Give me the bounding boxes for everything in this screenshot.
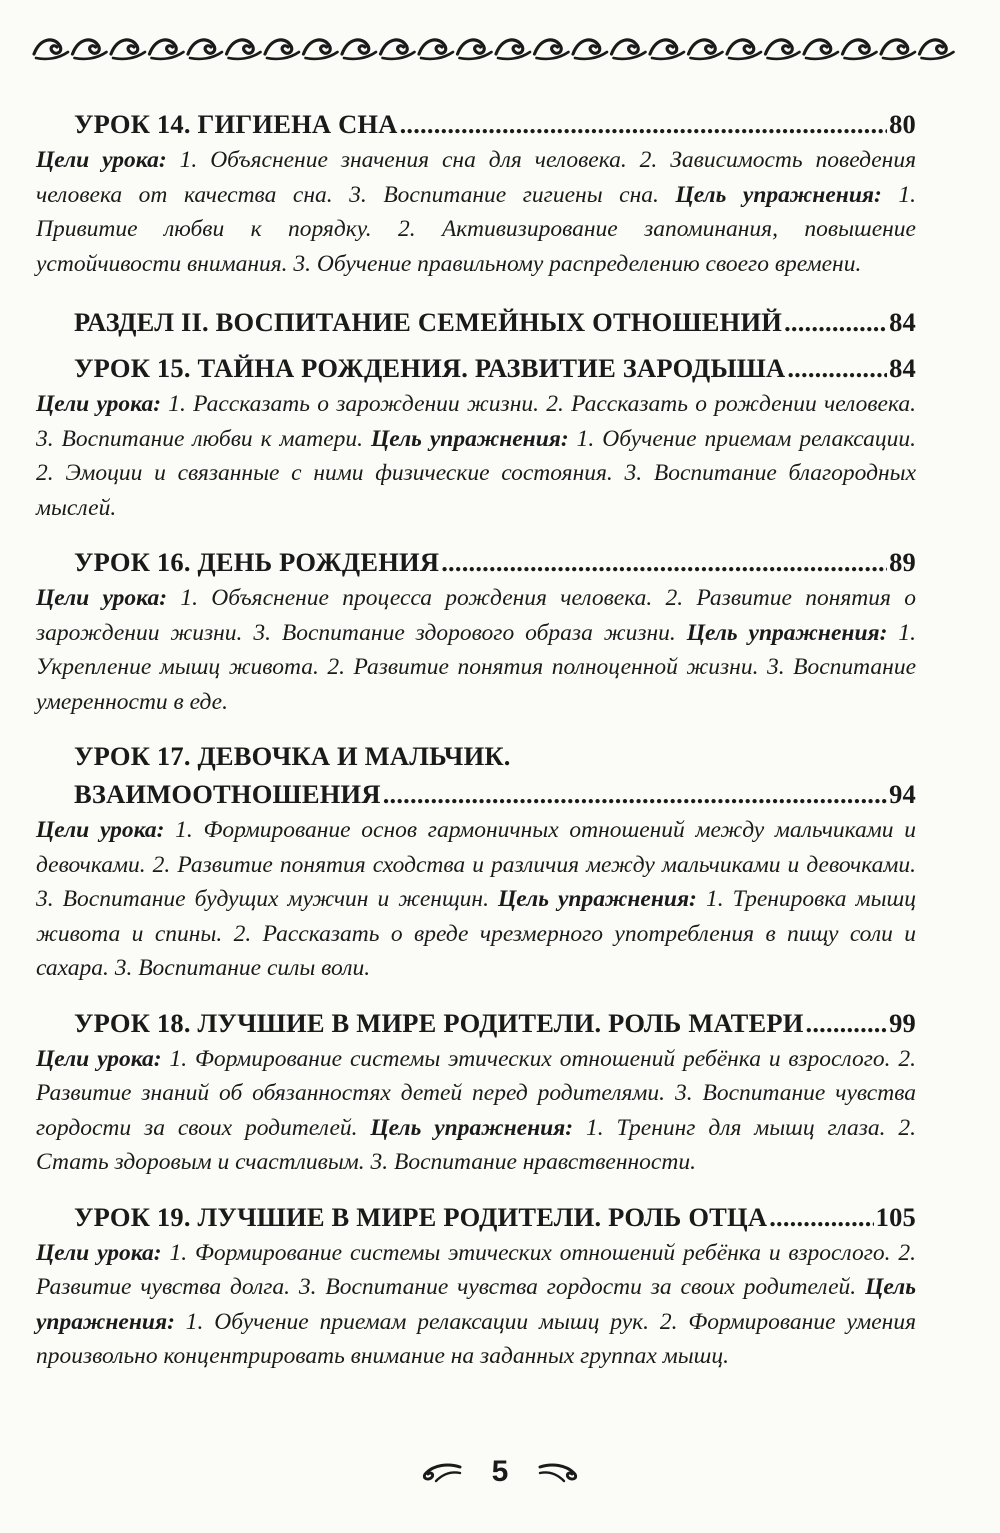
exercise-goals-text: 1. Укрепление мышц живота. 2. Развитие понятия полноценной жизни. 3. Воспитание умеренности в еде. xyxy=(36,619,917,715)
toc-description xyxy=(36,581,916,719)
exercise-goals-label: Цель упражнения: xyxy=(498,886,697,912)
ornament-swirl-icon xyxy=(304,40,338,59)
toc-heading[interactable] xyxy=(36,349,916,387)
toc-entry-lesson-15 xyxy=(36,349,916,525)
ornament-swirl-icon xyxy=(766,40,800,59)
exercise-goals-label: Цель упражнения: xyxy=(686,619,888,646)
toc-page-number: 99 xyxy=(889,1007,916,1038)
toc-heading-title: УРОК 15. ТАЙНА РОЖДЕНИЯ. РАЗВИТИЕ ЗАРОДЫША xyxy=(74,353,786,383)
lesson-goals-label: Цели урока: xyxy=(36,147,167,173)
toc-heading-title: УРОК 19. ЛУЧШИЕ В МИРЕ РОДИТЕЛИ. РОЛЬ ОТЦА xyxy=(74,1201,768,1232)
table-of-contents xyxy=(36,105,916,1392)
toc-leader-dots xyxy=(769,1198,873,1236)
toc-heading-title: РАЗДЕЛ II. ВОСПИТАНИЕ СЕМЕЙНЫХ ОТНОШЕНИЙ xyxy=(74,307,783,337)
ornament-swirl-icon xyxy=(535,40,569,59)
toc-entry-lesson-18 xyxy=(36,1004,916,1180)
ornament-swirl-icon xyxy=(689,40,723,59)
ornament-swirl-icon xyxy=(496,40,530,59)
exercise-goals-text: 1. Тренинг для мышц глаза. 2. Стать здоровым и счастливым. 3. Воспитание нравственности. xyxy=(36,1114,916,1175)
toc-heading[interactable] xyxy=(36,775,916,813)
toc-leader-dots xyxy=(806,1004,888,1042)
toc-heading-title: УРОК 16. ДЕНЬ РОЖДЕНИЯ xyxy=(74,547,440,577)
toc-leader-dots xyxy=(400,105,888,143)
top-ornament-border xyxy=(32,30,962,64)
ornament-swirl-icon xyxy=(419,40,453,59)
toc-entry-lesson-17 xyxy=(36,737,916,986)
toc-page-number: 105 xyxy=(875,1201,916,1232)
toc-leader-dots xyxy=(383,775,887,813)
ornament-swirl-icon xyxy=(804,40,838,59)
exercise-goals-text: 1. Тренировка мышц живота и спины. 2. Рассказать о вреде чрезмерного употребления в пищу соли и сахара. 3. Воспитание силы воли. xyxy=(36,886,916,981)
toc-heading[interactable] xyxy=(36,1004,916,1042)
lesson-goals-text: 1. Формирование основ гармоничных отношений между мальчиками и девочками. 2. Развитие понятия сходства и различия между мальчиками и девочками. 3. Воспитание будущих мужчин и женщин. xyxy=(36,817,917,912)
exercise-goals-text: 1. Обучение приемам релаксации мышц рук. 2. Формирование умения произвольно концентрировать внимание на заданных группах мышц. xyxy=(36,1308,916,1369)
ornament-swirl-icon xyxy=(458,40,492,59)
lesson-goals-label: Цели урока: xyxy=(36,1045,162,1072)
lesson-goals-label: Цели урока: xyxy=(36,585,168,611)
toc-page-number: 84 xyxy=(889,353,916,383)
toc-entry-lesson-16 xyxy=(36,543,916,719)
toc-heading[interactable] xyxy=(36,1198,916,1236)
ornament-swirl-icon xyxy=(342,40,376,59)
toc-description xyxy=(36,1042,916,1180)
ornament-swirl-icon xyxy=(150,40,184,59)
ornament-swirl-icon xyxy=(111,40,145,59)
ornament-swirl-icon xyxy=(612,40,646,59)
exercise-goals-label: Цель упражнения: xyxy=(675,181,882,208)
toc-heading-title: УРОК 14. ГИГИЕНА СНА xyxy=(74,109,398,139)
ornament-swirl-icon xyxy=(920,40,954,59)
toc-leader-dots xyxy=(784,303,887,341)
lesson-goals-label: Цели урока: xyxy=(36,817,165,843)
toc-description xyxy=(36,387,916,525)
lesson-goals-text: 1. Формирование системы этических отношений ребёнка и взрослого. 2. Развитие знаний об обязанностях детей перед родителями. 3. Воспитание чувства гордости за своих родителей. xyxy=(36,1045,916,1141)
exercise-goals-text: 1. Привитие любви к порядку. 2. Активизирование запоминания, повышение устойчивости внимания. 3. Обучение правильному распределению своего времени. xyxy=(36,181,917,277)
toc-description xyxy=(36,143,916,281)
exercise-goals-label: Цель упражнения: xyxy=(370,425,569,452)
page-number: 5 xyxy=(491,1455,509,1488)
lesson-goals-label: Цели урока: xyxy=(36,391,162,417)
toc-heading-title: ВЗАИМООТНОШЕНИЯ xyxy=(74,779,381,809)
lesson-goals-text: 1. Объяснение значения сна для человека. 2. Зависимость поведения человека от качества сна. 3. Воспитание гигиены сна. xyxy=(36,147,917,208)
toc-entry-lesson-19 xyxy=(36,1198,916,1374)
exercise-goals-label: Цель упражнения: xyxy=(370,1114,574,1141)
toc-description xyxy=(36,1236,916,1374)
toc-page-number: 94 xyxy=(889,779,916,809)
exercise-goals-label: Цель упражнения: xyxy=(36,1274,916,1335)
toc-page-number: 89 xyxy=(889,547,916,577)
toc-page-number: 84 xyxy=(889,307,916,337)
ornament-swirl-icon xyxy=(227,40,261,59)
toc-description xyxy=(36,813,916,986)
toc-page-number: 80 xyxy=(889,109,916,139)
toc-heading-first-line[interactable]: УРОК 17. ДЕВОЧКА И МАЛЬЧИК. xyxy=(74,741,511,771)
ornament-swirl-icon xyxy=(843,40,877,59)
toc-heading[interactable] xyxy=(36,303,916,341)
ornament-swirl-icon xyxy=(265,40,299,59)
ornament-swirl-icon xyxy=(881,40,915,59)
left-flourish-icon xyxy=(416,1461,462,1483)
lesson-goals-text: 1. Объяснение процесса рождения человека. 2. Развитие понятия о зарождении жизни. 3. Воспитание здорового образа жизни. xyxy=(36,585,916,646)
lesson-goals-label: Цели урока: xyxy=(36,1239,162,1266)
page-footer xyxy=(0,1455,1000,1489)
ornament-swirl-icon xyxy=(188,40,222,59)
lesson-goals-text: 1. Рассказать о зарождении жизни. 2. Рассказать о рождении человека. 3. Воспитание любви к матери. xyxy=(36,391,916,452)
lesson-goals-text: 1. Формирование системы этических отношений ребёнка и взрослого. 2. Развитие чувства долга. 3. Воспитание чувства гордости за своих родителей. xyxy=(36,1239,916,1300)
toc-leader-dots xyxy=(787,349,887,387)
toc-entry-lesson-14 xyxy=(36,105,916,281)
ornament-swirl-icon xyxy=(727,40,761,59)
ornament-swirl-icon xyxy=(573,40,607,59)
toc-leader-dots xyxy=(441,543,887,581)
ornament-swirl-icon xyxy=(73,40,107,59)
exercise-goals-text: 1. Обучение приемам релаксации. 2. Эмоции и связанные с ними физические состояния. 3. Воспитание благородных мыслей. xyxy=(36,425,916,521)
ornament-swirl-icon xyxy=(650,40,684,59)
right-flourish-icon xyxy=(538,1461,584,1483)
toc-heading-title: УРОК 18. ЛУЧШИЕ В МИРЕ РОДИТЕЛИ. РОЛЬ МАТЕРИ xyxy=(74,1007,804,1038)
ornament-swirl-icon xyxy=(34,40,68,59)
toc-heading[interactable] xyxy=(36,543,916,581)
toc-entry-section-2 xyxy=(36,303,916,341)
toc-heading[interactable] xyxy=(36,105,916,143)
ornament-swirl-icon xyxy=(381,40,415,59)
